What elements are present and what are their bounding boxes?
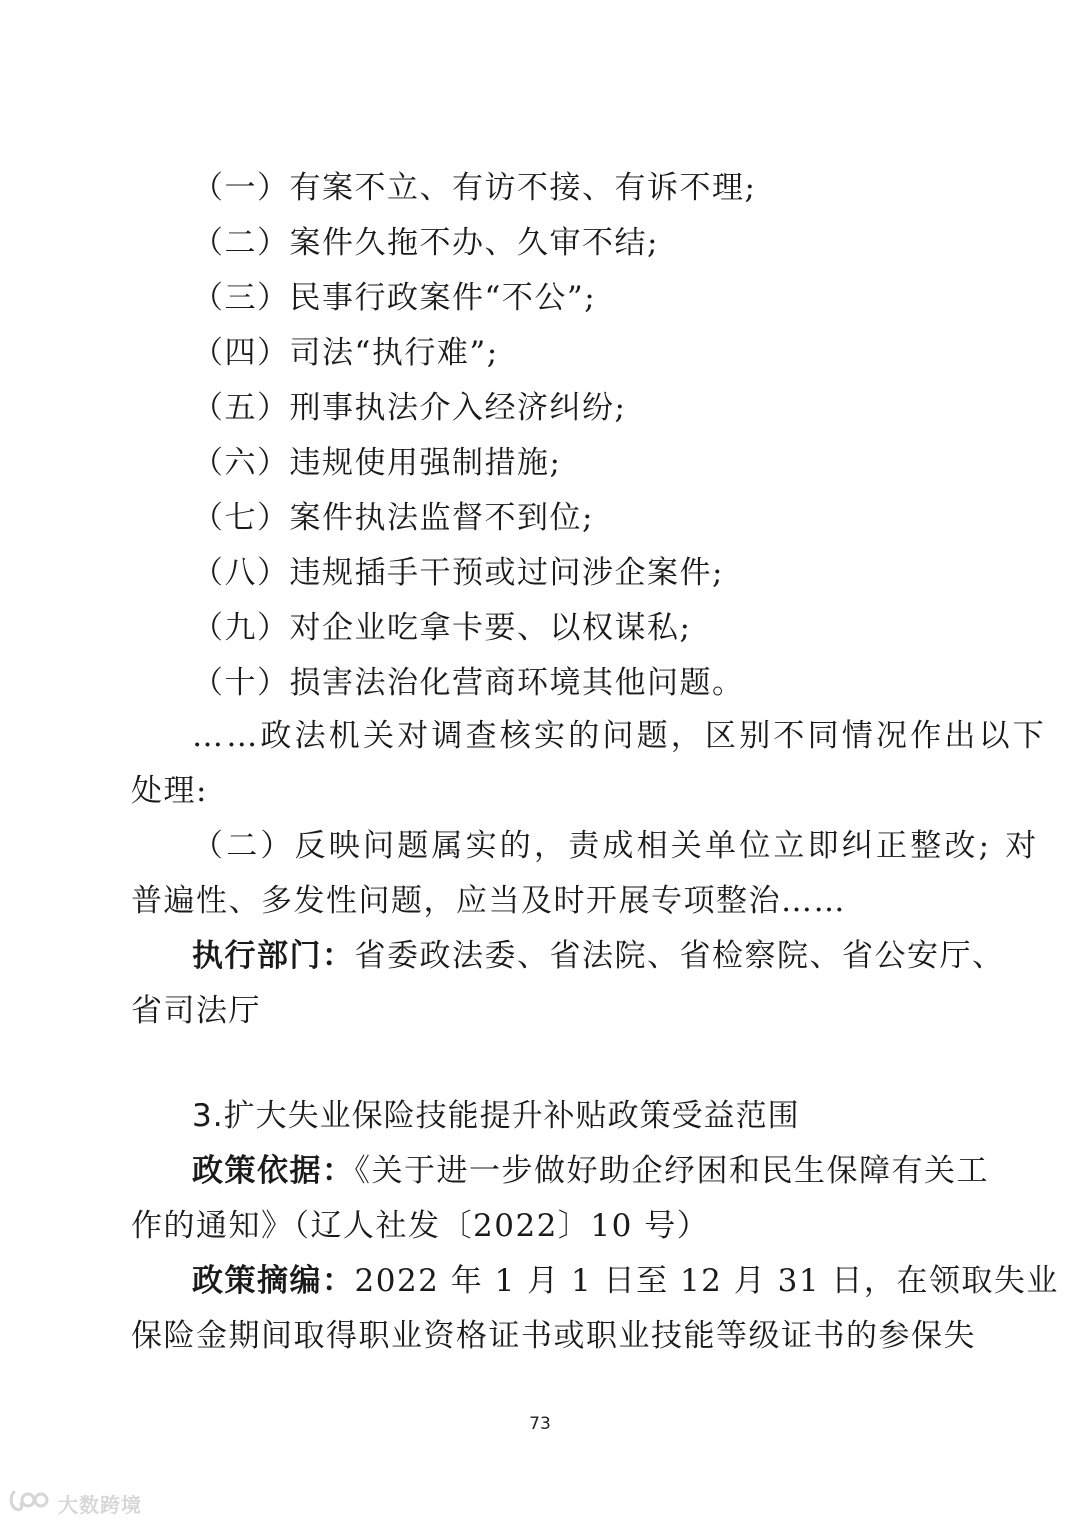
list-item: （六）违规使用强制措施; — [192, 445, 562, 481]
page-number: 73 — [529, 1414, 551, 1434]
list-item: （一）有案不立、有访不接、有诉不理; — [192, 170, 757, 206]
list-item: （七）案件执法监督不到位; — [192, 500, 594, 536]
policy-excerpt — [0, 1261, 1080, 1301]
handling-paragraph-cont: 处理: — [131, 773, 208, 809]
rectify-paragraph: （二）反映问题属实的，责成相关单位立即纠正整改; 对 — [192, 828, 1040, 864]
basis-value: 《关于进一步做好助企纾困和民生保障有关工 — [354, 1153, 989, 1189]
policy-basis-cont: 作的通知》（辽人社发〔2022〕10 号） — [131, 1208, 710, 1244]
exec-department — [0, 936, 1080, 976]
exec-label: 执行部门： — [192, 938, 355, 974]
logo-icon — [8, 1488, 52, 1519]
list-item: （四）司法“执行难”; — [192, 335, 499, 371]
list-item: （八）违规插手干预或过问涉企案件; — [192, 555, 724, 591]
watermark — [8, 1488, 142, 1518]
list-item: （五）刑事执法介入经济纠纷; — [192, 390, 627, 426]
watermark-text: 大数跨境 — [58, 1492, 142, 1517]
list-item: （九）对企业吃拿卡要、以权谋私; — [192, 610, 692, 646]
section-heading: 3.扩大失业保险技能提升补贴政策受益范围 — [192, 1098, 800, 1134]
basis-label: 政策依据： — [192, 1153, 355, 1189]
policy-basis — [0, 1151, 1080, 1191]
exec-value: 省委政法委、省法院、省检察院、省公安厅、 — [354, 938, 1005, 974]
handling-paragraph: ……政法机关对调查核实的问题，区别不同情况作出以下 — [192, 718, 1047, 754]
excerpt-value: 2022 年 1 月 1 日至 12 月 31 日，在领取失业 — [354, 1263, 1059, 1299]
rectify-paragraph-cont: 普遍性、多发性问题，应当及时开展专项整治…… — [131, 883, 846, 919]
exec-department-cont: 省司法厅 — [131, 993, 261, 1029]
list-item: （十）损害法治化营商环境其他问题。 — [192, 665, 745, 701]
list-item: （三）民事行政案件“不公”; — [192, 280, 597, 316]
excerpt-label: 政策摘编： — [192, 1263, 355, 1299]
policy-excerpt-cont: 保险金期间取得职业资格证书或职业技能等级证书的参保失 — [131, 1318, 976, 1354]
list-item: （二）案件久拖不办、久审不结; — [192, 225, 659, 261]
